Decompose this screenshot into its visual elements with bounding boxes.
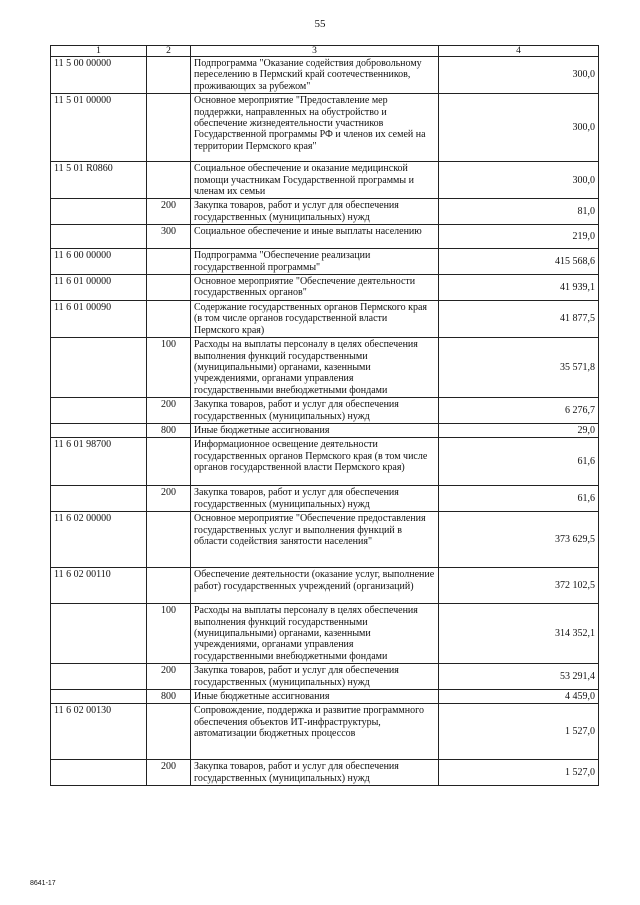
amount-cell: 300,0 (439, 94, 599, 162)
code-cell: 11 6 00 00000 (51, 249, 147, 275)
name-cell: Основное мероприятие "Предоставление мер поддержки, направленных на обустройство и обеспечение жизнедеятельности участников Государственной программы РФ и членов их семей на территории Пермского края" (191, 94, 439, 162)
expense-type-cell: 200 (147, 398, 191, 424)
expense-type-cell: 100 (147, 604, 191, 664)
table-row (51, 438, 599, 486)
code-cell (51, 423, 147, 437)
code-cell: 11 6 01 00000 (51, 275, 147, 301)
code-cell: 11 6 02 00130 (51, 704, 147, 760)
expense-type-cell (147, 568, 191, 604)
expense-type-cell (147, 275, 191, 301)
code-cell (51, 664, 147, 690)
amount-cell: 61,6 (439, 486, 599, 512)
column-header: 4 (439, 46, 599, 57)
amount-cell: 300,0 (439, 162, 599, 199)
amount-cell: 41 939,1 (439, 275, 599, 301)
expense-type-cell (147, 704, 191, 760)
amount-cell: 1 527,0 (439, 760, 599, 786)
code-cell: 11 5 01 R0860 (51, 162, 147, 199)
table-row (51, 423, 599, 437)
expense-type-cell: 200 (147, 199, 191, 225)
amount-cell: 415 568,6 (439, 249, 599, 275)
expense-type-cell (147, 249, 191, 275)
name-cell: Сопровождение, поддержка и развитие программного обеспечения объектов ИТ-инфраструктуры, автоматизации бюджетных процессов (191, 704, 439, 760)
code-cell: 11 6 02 00110 (51, 568, 147, 604)
code-cell: 11 6 02 00000 (51, 512, 147, 568)
amount-cell: 300,0 (439, 57, 599, 94)
expense-type-cell: 200 (147, 486, 191, 512)
name-cell: Социальное обеспечение и оказание медицинской помощи участникам Государственной программы и членам их семьи (191, 162, 439, 199)
amount-cell: 53 291,4 (439, 664, 599, 690)
name-cell: Подпрограмма "Обеспечение реализации государственной программы" (191, 249, 439, 275)
table-row (51, 199, 599, 225)
table-row (51, 398, 599, 424)
expense-type-cell: 100 (147, 338, 191, 398)
table-row (51, 249, 599, 275)
expense-type-cell (147, 57, 191, 94)
expense-type-cell: 200 (147, 664, 191, 690)
code-cell (51, 690, 147, 704)
page-number: 55 (314, 18, 326, 30)
expense-type-cell: 200 (147, 760, 191, 786)
code-cell (51, 760, 147, 786)
code-cell (51, 604, 147, 664)
code-cell (51, 338, 147, 398)
table-row (51, 604, 599, 664)
amount-cell: 314 352,1 (439, 604, 599, 664)
code-cell (51, 398, 147, 424)
name-cell: Расходы на выплаты персоналу в целях обеспечения выполнения функций государственными (муниципальными) органами, казенными учреждениями, органами управления государственными внебюджетными фондами (191, 338, 439, 398)
amount-cell: 4 459,0 (439, 690, 599, 704)
expense-type-cell (147, 512, 191, 568)
name-cell: Социальное обеспечение и иные выплаты населению (191, 225, 439, 249)
expense-type-cell (147, 300, 191, 337)
expense-type-cell (147, 438, 191, 486)
name-cell: Расходы на выплаты персоналу в целях обеспечения выполнения функций государственными (муниципальными) органами, казенными учреждениями, органами управления государственными внебюджетными фондами (191, 604, 439, 664)
name-cell: Закупка товаров, работ и услуг для обеспечения государственных (муниципальных) нужд (191, 760, 439, 786)
name-cell: Закупка товаров, работ и услуг для обеспечения государственных (муниципальных) нужд (191, 486, 439, 512)
amount-cell: 29,0 (439, 423, 599, 437)
name-cell: Иные бюджетные ассигнования (191, 690, 439, 704)
table-row (51, 94, 599, 162)
name-cell: Основное мероприятие "Обеспечение деятельности государственных органов" (191, 275, 439, 301)
table-row (51, 57, 599, 94)
amount-cell: 1 527,0 (439, 704, 599, 760)
name-cell: Обеспечение деятельности (оказание услуг, выполнение работ) государственных учреждений (организаций) (191, 568, 439, 604)
column-header: 2 (147, 46, 191, 57)
expense-type-cell: 800 (147, 423, 191, 437)
table-row (51, 162, 599, 199)
column-header: 1 (51, 46, 147, 57)
table-row (51, 512, 599, 568)
budget-table (50, 45, 599, 786)
expense-type-cell (147, 94, 191, 162)
table-row (51, 690, 599, 704)
code-cell: 11 5 01 00000 (51, 94, 147, 162)
code-cell: 11 6 01 98700 (51, 438, 147, 486)
expense-type-cell (147, 162, 191, 199)
column-header: 3 (191, 46, 439, 57)
expense-type-cell: 800 (147, 690, 191, 704)
code-cell: 11 6 01 00090 (51, 300, 147, 337)
code-cell (51, 486, 147, 512)
name-cell: Закупка товаров, работ и услуг для обеспечения государственных (муниципальных) нужд (191, 664, 439, 690)
table-row (51, 760, 599, 786)
name-cell: Иные бюджетные ассигнования (191, 423, 439, 437)
name-cell: Закупка товаров, работ и услуг для обеспечения государственных (муниципальных) нужд (191, 199, 439, 225)
amount-cell: 219,0 (439, 225, 599, 249)
amount-cell: 35 571,8 (439, 338, 599, 398)
code-cell: 11 5 00 00000 (51, 57, 147, 94)
code-cell (51, 225, 147, 249)
table-row (51, 486, 599, 512)
amount-cell: 373 629,5 (439, 512, 599, 568)
amount-cell: 81,0 (439, 199, 599, 225)
code-cell (51, 199, 147, 225)
amount-cell: 372 102,5 (439, 568, 599, 604)
amount-cell: 6 276,7 (439, 398, 599, 424)
amount-cell: 41 877,5 (439, 300, 599, 337)
name-cell: Закупка товаров, работ и услуг для обеспечения государственных (муниципальных) нужд (191, 398, 439, 424)
expense-type-cell: 300 (147, 225, 191, 249)
table-header-row (51, 46, 599, 57)
table-row (51, 300, 599, 337)
table-row (51, 664, 599, 690)
table-row (51, 275, 599, 301)
name-cell: Подпрограмма "Оказание содействия добровольному переселению в Пермский край соотечественников, проживающих за рубежом" (191, 57, 439, 94)
table-row (51, 338, 599, 398)
document-code: 8641-17 (30, 880, 56, 887)
table-row (51, 225, 599, 249)
name-cell: Содержание государственных органов Пермского края (в том числе органов государственной власти Пермского края) (191, 300, 439, 337)
table-row (51, 568, 599, 604)
name-cell: Информационное освещение деятельности государственных органов Пермского края (в том числе органов государственной власти Пермского края) (191, 438, 439, 486)
table-row (51, 704, 599, 760)
amount-cell: 61,6 (439, 438, 599, 486)
name-cell: Основное мероприятие "Обеспечение предоставления государственных услуг и выполнения функций в области содействия занятости населения" (191, 512, 439, 568)
